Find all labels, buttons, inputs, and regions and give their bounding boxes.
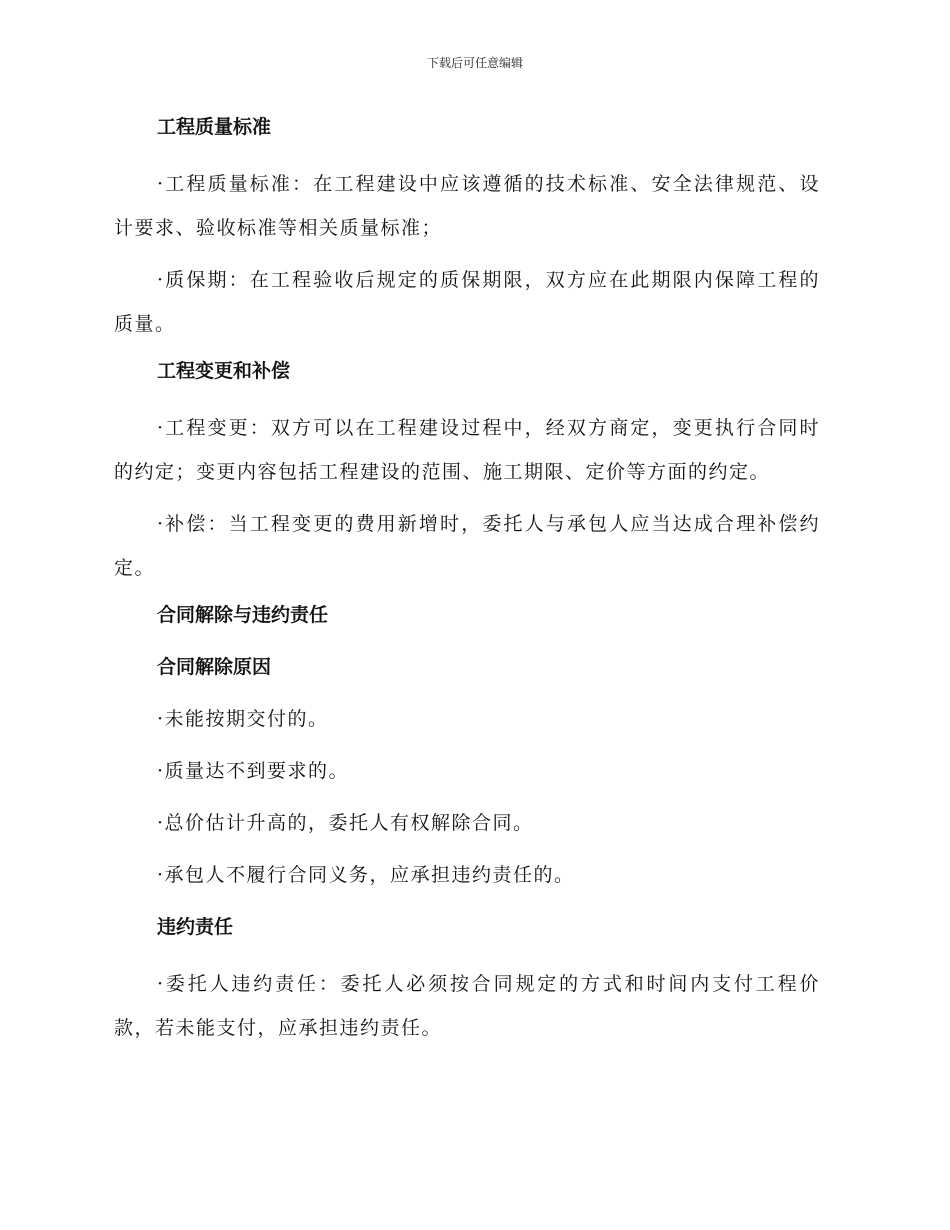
section-heading-quality-standard: 工程质量标准 <box>157 116 272 138</box>
list-item-late-delivery: ·未能按期交付的。 <box>157 708 329 730</box>
list-item-contractor-breach: ·承包人不履行合同义务，应承担违约责任的。 <box>157 864 575 886</box>
subsection-heading-liability: 违约责任 <box>157 916 234 938</box>
paragraph-compensation: ·补偿：当工程变更的费用新增时，委托人与承包人应当达成合理补偿约定。 <box>114 513 820 579</box>
paragraph-client-liability: ·委托人违约责任：委托人必须按合同规定的方式和时间内支付工程价款，若未能支付，应承担违约责任。 <box>114 973 820 1039</box>
paragraph-warranty-period: ·质保期：在工程验收后规定的质保期限，双方应在此期限内保障工程的质量。 <box>114 269 820 335</box>
subsection-heading-termination-reasons: 合同解除原因 <box>157 656 272 678</box>
list-item-price-increase: ·总价估计升高的，委托人有权解除合同。 <box>157 812 534 834</box>
paragraph-project-change: ·工程变更：双方可以在工程建设过程中，经双方商定，变更执行合同时的约定；变更内容包括工程建设的范围、施工期限、定价等方面的约定。 <box>114 417 820 483</box>
section-heading-termination-liability: 合同解除与违约责任 <box>157 604 329 626</box>
paragraph-quality-standard: ·工程质量标准：在工程建设中应该遵循的技术标准、安全法律规范、设计要求、验收标准等相关质量标准； <box>114 173 820 239</box>
section-heading-change-compensation: 工程变更和补偿 <box>157 360 291 382</box>
list-item-quality-failure: ·质量达不到要求的。 <box>157 760 350 782</box>
document-body <box>114 110 820 1058</box>
page-header-note: 下载后可任意编辑 <box>426 56 523 70</box>
